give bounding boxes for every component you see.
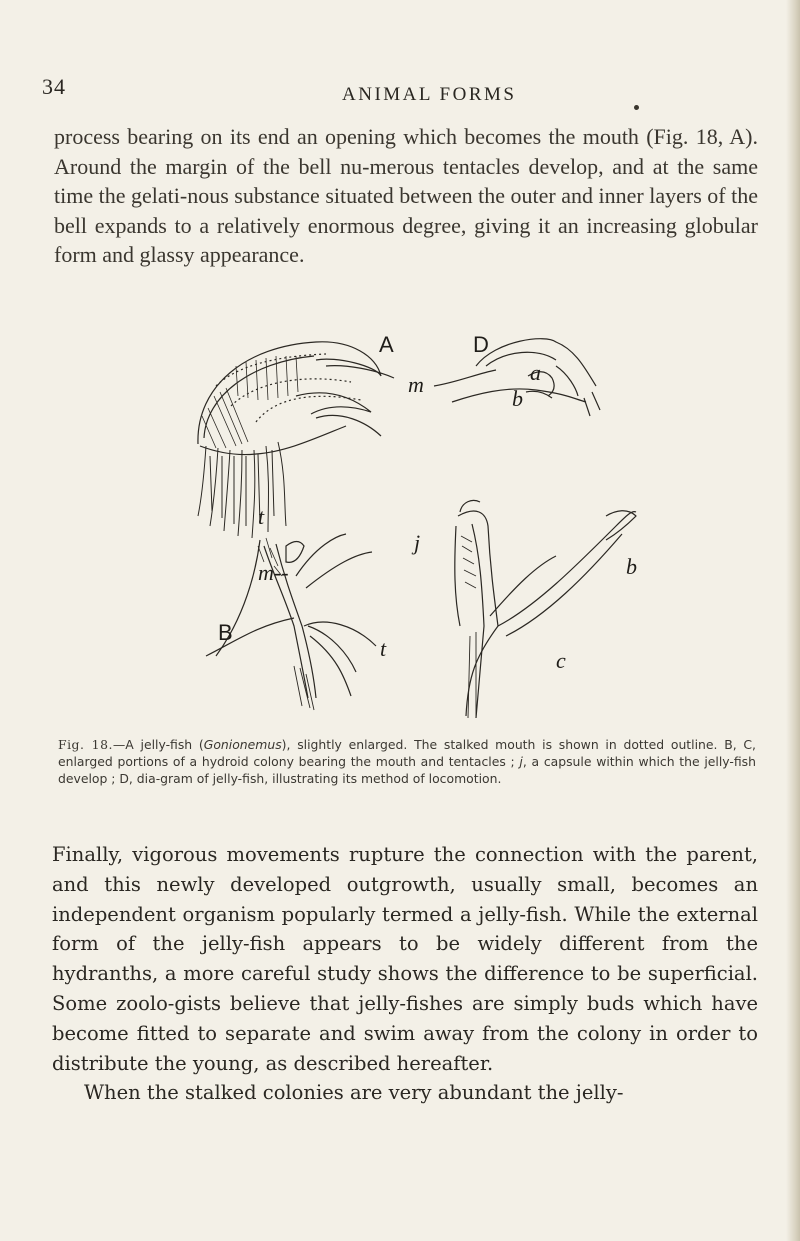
paragraph-top: process bearing on its end an opening which becomes the mouth (Fig. 18, A). Around the margin of the bell nu-merous tentacles develop, and at the same time the gelati-nous substance situated between the outer and inner layers of the bell expands to a relatively enormous degree, giving it an increasing globular form and glassy appearance. <box>54 124 758 267</box>
paragraph-bottom-2: When the stalked colonies are very abundant the jelly- <box>84 1081 624 1105</box>
ink-speck <box>634 105 639 110</box>
paragraph-bottom-1: Finally, vigorous movements rupture the connection with the parent, and this newly developed outgrowth, usually small, becomes an independent organism popularly termed a jelly-fish. While the external form of the jelly-fish appears to be widely different from the hydranths, a more careful study shows the difference to be superficial. Some zoolo-gists believe that jelly-fishes are simply buds which have become fitted to separate and swim away from the colony in order to distribute the young, as described hereafter. <box>52 843 758 1075</box>
figure-label-t-left: t <box>258 504 265 529</box>
figure-label-d: D <box>473 332 489 357</box>
hydroid-portion-c-drawing <box>455 500 636 718</box>
jellyfish-bell-drawing <box>198 342 394 538</box>
figure-18 <box>176 326 696 728</box>
figure-label-b-right: b <box>626 554 637 579</box>
running-head: ANIMAL FORMS <box>342 84 517 105</box>
caption-part-3: , a capsule within which the jelly-fish develop ; D, dia-gram of jelly-fish, illustrating its method of locomotion. <box>58 754 756 787</box>
caption-part-2: ), slightly enlarged. The stalked mouth is shown in dotted outline. B, C, enlarged portions of a hydroid colony bearing the mouth and tentacles ; <box>58 737 756 770</box>
paragraph-bottom <box>52 840 758 1108</box>
figure-label-c: c <box>556 648 566 673</box>
caption-genus: Gonionemus <box>203 737 282 752</box>
figure-label-m-left: m-- <box>258 560 289 585</box>
figure-label-b-upper: b <box>512 386 523 411</box>
caption-part-1: —A jelly-fish ( <box>112 737 204 752</box>
caption-lead: Fig. 18. <box>58 737 113 752</box>
figure-label-j: j <box>414 530 421 555</box>
figure-label-a: A <box>379 332 394 357</box>
figure-label-m-top: m <box>408 372 424 397</box>
figure-label-b-big: B <box>218 620 233 645</box>
figure-label-a-lower: a <box>530 360 541 385</box>
figure-caption <box>58 736 756 788</box>
figure-illustration <box>176 326 696 728</box>
figure-label-t-bottom: t <box>380 636 387 661</box>
caption-j: j <box>519 754 523 770</box>
page-number: 34 <box>42 74 66 99</box>
page-edge-shadow <box>786 0 800 1241</box>
